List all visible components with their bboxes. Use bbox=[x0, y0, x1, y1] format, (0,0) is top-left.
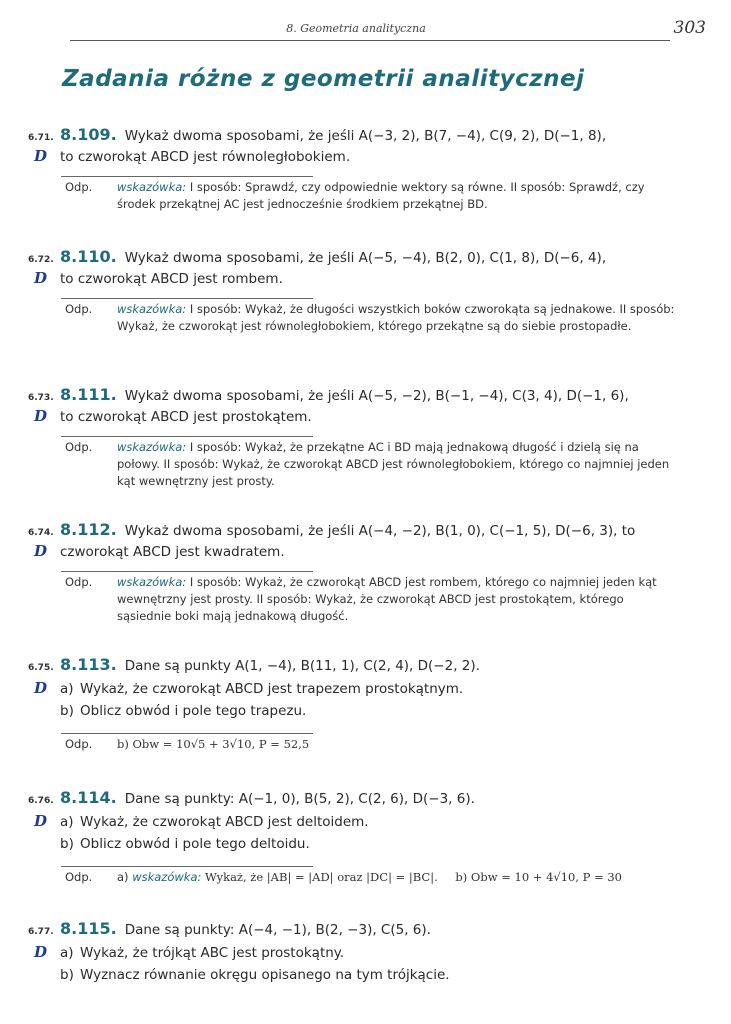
subpoint-text: Oblicz obwód i pole tego trapezu. bbox=[80, 703, 307, 719]
exercise-number: 8.111. bbox=[60, 385, 117, 404]
hint-label: wskazówka: bbox=[117, 575, 187, 589]
header-rule bbox=[70, 40, 670, 41]
odp-label: Odp. bbox=[65, 180, 93, 194]
subpoint-text: Wyznacz równanie okręgu opisanego na tym trójkącie. bbox=[80, 967, 450, 983]
answer-text: I sposób: Wykaż, że długości wszystkich boków czworokąta są jednakowe. II sposób: Wykaż, że czworokąt jest równoległobokiem, którego przekątne są do siebie prostopadłe. bbox=[117, 302, 675, 333]
subpoint-letter: b) bbox=[60, 967, 74, 983]
answer-part-b: b) Obw = 10 + 4√10, P = 30 bbox=[455, 870, 622, 884]
exercise-number: 8.110. bbox=[60, 247, 117, 266]
odp-label: Odp. bbox=[65, 870, 93, 884]
answer-block bbox=[61, 298, 678, 335]
running-header-title: 8. Geometria analityczna bbox=[286, 22, 426, 35]
exercise-number: 8.114. bbox=[60, 788, 117, 807]
exercise-text: Wykaż dwoma sposobami, że jeśli A(−4, −2), B(1, 0), C(−1, 5), D(−6, 3), to bbox=[124, 523, 636, 539]
exercise-number: 8.109. bbox=[60, 125, 117, 144]
answer-rule bbox=[61, 866, 313, 867]
subpoint-letter: b) bbox=[60, 836, 74, 852]
odp-label: Odp. bbox=[65, 302, 93, 316]
answer-part-a: a) bbox=[117, 870, 133, 884]
subpoint-letter: a) bbox=[60, 814, 74, 830]
answer-rule bbox=[61, 733, 313, 734]
exercise-text-cont: czworokąt ABCD jest kwadratem. bbox=[60, 544, 285, 560]
exercise-8-113 bbox=[28, 655, 678, 753]
answer-rule bbox=[61, 176, 313, 177]
answer-block bbox=[61, 866, 678, 886]
answer-rule bbox=[61, 571, 313, 572]
exercise-text: Wykaż dwoma sposobami, że jeśli A(−5, −4), B(2, 0), C(1, 8), D(−6, 4), bbox=[124, 250, 607, 266]
exercise-8-111 bbox=[28, 385, 678, 490]
hint-label: wskazówka: bbox=[117, 302, 187, 316]
answer-block bbox=[61, 571, 678, 625]
odp-label: Odp. bbox=[65, 440, 93, 454]
exercise-8-110 bbox=[28, 247, 678, 335]
answer-text: I sposób: Sprawdź, czy odpowiednie wektory są równe. II sposób: Sprawdź, czy środek przekątnej AC jest jednocześnie środkiem przekątnej BD. bbox=[117, 180, 645, 211]
exercise-text: Wykaż dwoma sposobami, że jeśli A(−5, −2), B(−1, −4), C(3, 4), D(−1, 6), bbox=[124, 388, 629, 404]
subpoint-letter: a) bbox=[60, 681, 74, 697]
exercise-code: 6.75. bbox=[28, 663, 54, 673]
exercise-number: 8.112. bbox=[60, 520, 117, 539]
hint-label: wskazówka: bbox=[117, 180, 187, 194]
subpoint-letter: a) bbox=[60, 945, 74, 961]
d-mark-icon: D bbox=[34, 407, 48, 425]
exercise-8-114 bbox=[28, 788, 678, 886]
exercise-code: 6.72. bbox=[28, 255, 54, 265]
subpoint-text: Oblicz obwód i pole tego deltoidu. bbox=[80, 836, 310, 852]
exercise-8-115 bbox=[28, 919, 678, 985]
hint-label: wskazówka: bbox=[117, 440, 187, 454]
subpoint-letter: b) bbox=[60, 703, 74, 719]
exercise-text: Dane są punkty A(1, −4), B(11, 1), C(2, 4), D(−2, 2). bbox=[124, 658, 480, 674]
answer-text: b) Obw = 10√5 + 3√10, P = 52,5 bbox=[117, 737, 310, 751]
d-mark-icon: D bbox=[34, 812, 48, 830]
exercise-code: 6.77. bbox=[28, 927, 54, 937]
exercise-8-109 bbox=[28, 125, 678, 213]
exercise-code: 6.73. bbox=[28, 393, 54, 403]
answer-block bbox=[61, 436, 678, 490]
subpoint-text: Wykaż, że czworokąt ABCD jest deltoidem. bbox=[80, 814, 369, 830]
odp-label: Odp. bbox=[65, 575, 93, 589]
subpoint-text: Wykaż, że trójkąt ABC jest prostokątny. bbox=[80, 945, 345, 961]
exercise-code: 6.74. bbox=[28, 528, 54, 538]
exercise-text-cont: to czworokąt ABCD jest prostokątem. bbox=[60, 409, 312, 425]
section-title: Zadania różne z geometrii analitycznej bbox=[62, 66, 585, 92]
exercise-text-cont: to czworokąt ABCD jest równoległobokiem. bbox=[60, 149, 351, 165]
answer-text: I sposób: Wykaż, że czworokąt ABCD jest rombem, którego co najmniej jeden kąt wewnętrzny jest prosty. II sposób: Wykaż, że czworokąt ABCD jest prostokątem, którego sąsiednie boki mają jednakową długość. bbox=[117, 575, 657, 623]
exercise-text: Dane są punkty: A(−1, 0), B(5, 2), C(2, 6), D(−3, 6). bbox=[124, 791, 475, 807]
answer-block bbox=[61, 176, 678, 213]
answer-rule bbox=[61, 436, 313, 437]
answer-text: I sposób: Wykaż, że przekątne AC i BD mają jednakową długość i dzielą się na połowy. II sposób: Wykaż, że czworokąt ABCD jest równoległobokiem, którego co najmniej jeden kąt wewnętrzny jest prosty. bbox=[117, 440, 670, 488]
answer-block bbox=[61, 733, 678, 753]
exercise-text-cont: to czworokąt ABCD jest rombem. bbox=[60, 271, 283, 287]
answer-text: Wykaż, że |AB| = |AD| oraz |DC| = |BC|. bbox=[201, 870, 438, 884]
page-header bbox=[70, 18, 706, 44]
d-mark-icon: D bbox=[34, 269, 48, 287]
page-number: 303 bbox=[673, 18, 706, 38]
exercise-number: 8.113. bbox=[60, 655, 117, 674]
odp-label: Odp. bbox=[65, 737, 93, 751]
d-mark-icon: D bbox=[34, 679, 48, 697]
exercise-code: 6.71. bbox=[28, 133, 54, 143]
exercise-code: 6.76. bbox=[28, 796, 54, 806]
d-mark-icon: D bbox=[34, 943, 48, 961]
exercise-text: Dane są punkty: A(−4, −1), B(2, −3), C(5, 6). bbox=[124, 922, 431, 938]
answer-rule bbox=[61, 298, 313, 299]
d-mark-icon: D bbox=[34, 147, 48, 165]
exercise-text: Wykaż dwoma sposobami, że jeśli A(−3, 2), B(7, −4), C(9, 2), D(−1, 8), bbox=[124, 128, 607, 144]
d-mark-icon: D bbox=[34, 542, 48, 560]
subpoint-text: Wykaż, że czworokąt ABCD jest trapezem prostokątnym. bbox=[80, 681, 464, 697]
exercise-number: 8.115. bbox=[60, 919, 117, 938]
exercise-8-112 bbox=[28, 520, 678, 625]
hint-label: wskazówka: bbox=[132, 870, 202, 884]
